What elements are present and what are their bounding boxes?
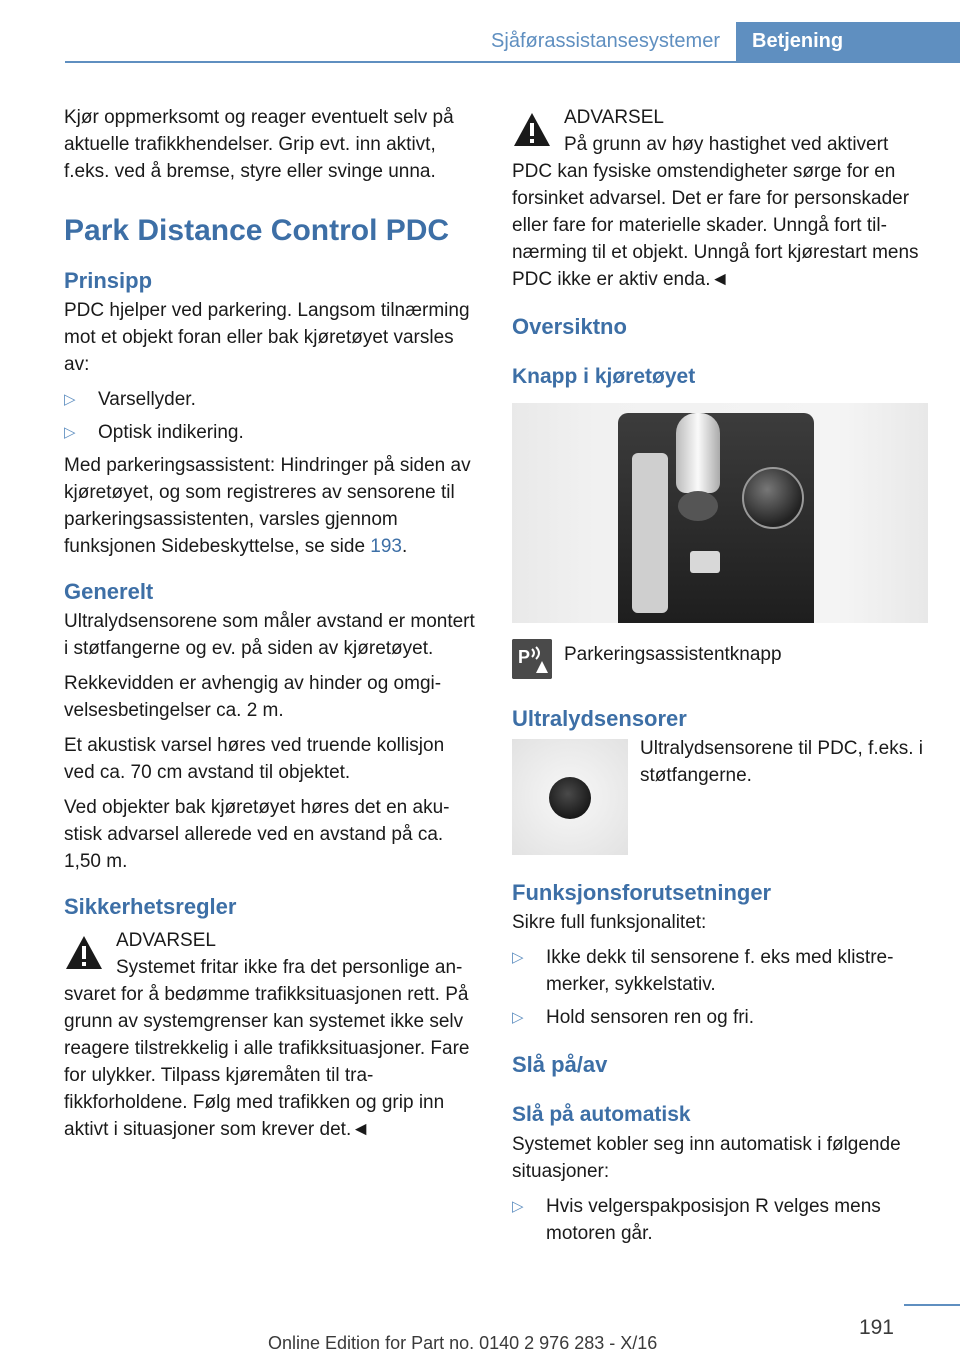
list-item: ▷ Hvis velgerspakposisjon R velges mens motoren går.	[512, 1193, 928, 1247]
warning-triangle-icon	[512, 110, 552, 150]
left-column	[64, 104, 480, 1149]
heading-sikkerhetsregler: Sikkerhetsregler	[64, 894, 237, 919]
warning-text: På grunn av høy hastighet ved aktivert PDC kan fysiske omstendigheter sørge for en forsinket advarsel. Det er fare for personskader eller fare for materielle skader. Unngå fort tilnærming til et objekt. Unngå fort kjørestart mens PDC ikke er aktiv enda.◄	[512, 134, 919, 290]
list-item: ▷ Varsellyder.	[64, 386, 480, 413]
parking-assistant-button-icon	[512, 639, 552, 679]
sensor-block	[512, 735, 928, 863]
auto-list	[512, 1193, 928, 1247]
heading-knapp: Knapp i kjøretøyet	[512, 365, 696, 388]
auto-text: Systemet kobler seg inn automatisk i følgende situasjoner:	[512, 1134, 901, 1182]
list-item: ▷ Ikke dekk til sensorene f. eks med klistremerker, sykkelstativ.	[512, 944, 928, 998]
warning-label: ADVARSEL	[116, 930, 216, 951]
heading-oversikt: Oversiktno	[512, 314, 627, 339]
funk-list	[512, 944, 928, 1031]
heading-funksjonsforutsetninger: Funksjonsforutsetninger	[512, 880, 772, 905]
list-item: ▷ Optisk indikering.	[64, 419, 480, 446]
triangle-bullet-icon: ▷	[64, 424, 76, 441]
page-title: Park Distance Control PDC	[64, 214, 450, 247]
footer-rule	[904, 1304, 960, 1306]
gear-lever	[676, 413, 720, 493]
heading-prinsipp: Prinsipp	[64, 268, 153, 293]
generelt-p3: Et akustisk varsel høres ved truende kollisjon ved ca. 70 cm avstand til objektet.	[64, 735, 445, 783]
heading-slaa-paa-automatisk: Slå på automatisk	[512, 1103, 691, 1126]
generelt-p1: Ultralydsensorene som måler avstand er montert i støtfangerne og ev. på siden av kjøretøyet.	[64, 611, 475, 659]
parking-brake-button	[690, 551, 720, 573]
warning-text: Systemet fritar ikke fra det personlige ansvaret for å bedømme trafikksituasjonen rett. På grunn av systemgrenser kan systemet ikke selv reagere tilstrekkelig i alle trafikksituasjoner. Fare for ulykker. Tilpass kjøremåten til trafikkforholdene. Følg med trafikken og grip inn aktivt i situasjoner som krever det.◄	[64, 957, 470, 1140]
triangle-bullet-icon: ▷	[512, 949, 524, 966]
ultrasonic-sensor-icon	[549, 777, 591, 819]
console-body	[618, 413, 814, 623]
generelt-p4: Ved objekter bak kjøretøyet høres det en akustisk advarsel allerede ved en avstand på ca. 1,50 m.	[64, 797, 450, 872]
intro-paragraph: Kjør oppmerksomt og reager eventuelt selv på aktuelle trafikkhendelser. Grip evt. inn aktivt, f.eks. ved å bremse, styre eller svinge unna.	[64, 107, 454, 182]
heading-generelt: Generelt	[64, 579, 154, 604]
header-section-title: Sjåførassistansesystemer	[491, 30, 720, 52]
idrive-controller	[742, 467, 804, 529]
gear-lever-base	[678, 491, 718, 521]
list-item: ▷ Hold sensoren ren og fri.	[512, 1004, 928, 1031]
svg-text:P: P	[518, 647, 531, 667]
pdc-button-label: Parkeringsassistentknapp	[564, 644, 782, 665]
triangle-bullet-icon: ▷	[64, 391, 76, 408]
heading-slaa-paa-av: Slå på/av	[512, 1052, 608, 1077]
warning-block	[512, 104, 928, 293]
warning-block	[64, 927, 480, 1143]
prinsipp-text: PDC hjelper ved parkering. Langsom tilnærming mot et objekt foran eller bak kjøretøyet varsles av:	[64, 300, 470, 375]
pdc-button-legend	[512, 635, 928, 679]
sensor-text: Ultralydsensorene til PDC, f.eks. i støtfangerne.	[640, 738, 923, 786]
heading-ultralydsensorer: Ultralydsensorer	[512, 706, 687, 731]
triangle-bullet-icon: ▷	[512, 1198, 524, 1215]
page-number: 191	[858, 1316, 894, 1339]
center-console-photo	[512, 403, 928, 623]
parkeringsassistent-paragraph: Med parkeringsassistent: Hindringer på siden av kjøretøyet, og som registreres av sensorene til parkeringsassistenten, varsles gjennom funksjonen Sidebeskyttelse, se side 193.	[64, 455, 471, 557]
generelt-p2: Rekkevidden er avhengig av hinder og omgivelsesbetingelser ca. 2 m.	[64, 673, 442, 721]
warning-label: ADVARSEL	[564, 107, 664, 128]
funk-text: Sikre full funksjonalitet:	[512, 912, 707, 933]
console-button-strip	[632, 453, 668, 613]
header-tab-betjening: Betjening	[736, 22, 960, 63]
sensor-photo	[512, 739, 628, 855]
edition-line: Online Edition for Part no. 0140 2 976 283 - X/16	[268, 1333, 658, 1353]
prinsipp-list	[64, 386, 480, 446]
warning-triangle-icon	[64, 933, 104, 973]
triangle-bullet-icon: ▷	[512, 1009, 524, 1026]
right-column	[512, 104, 928, 1253]
page-link-193[interactable]: 193	[370, 536, 402, 557]
